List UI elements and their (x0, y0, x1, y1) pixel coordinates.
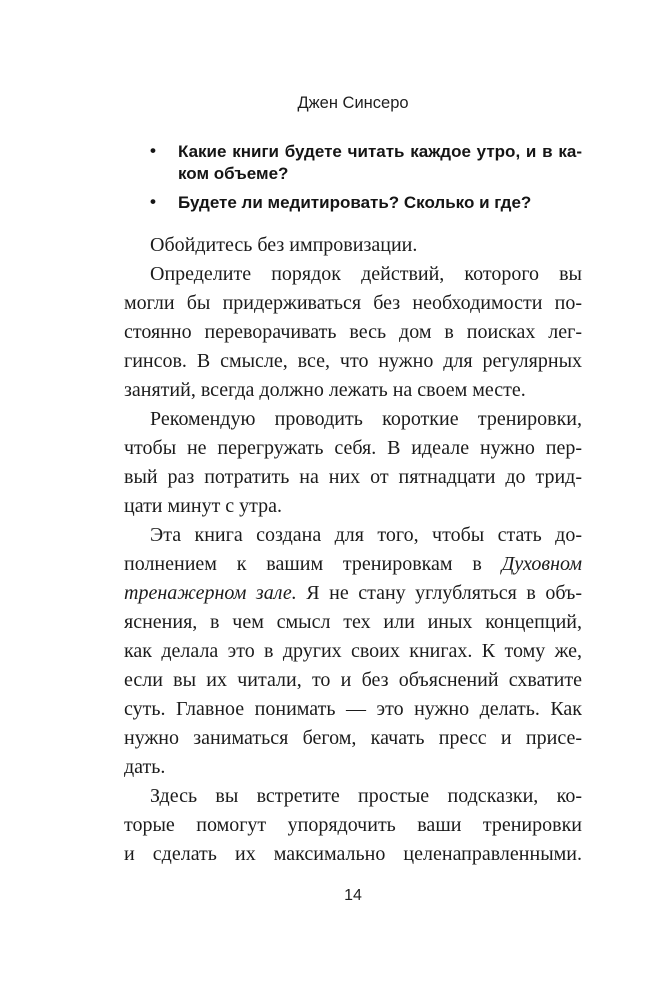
text-line (124, 579, 582, 608)
text-segment: цати минут с утра. (124, 495, 283, 517)
text-line (124, 550, 582, 579)
text-segment: как делала это в других своих книгах. К тому же, (124, 640, 582, 662)
text-segment: Будете ли медитировать? Сколько и где? (178, 193, 532, 212)
text-segment: Обойдитесь без импровизации. (150, 234, 418, 256)
text-line (124, 260, 582, 289)
text-segment: полнением к вашим тренировкам в (124, 553, 502, 575)
text-segment: и сделать их максимально целенаправленными. (124, 843, 582, 865)
paragraph (124, 405, 582, 521)
paragraph (124, 260, 582, 405)
page-number: 14 (344, 887, 362, 904)
paragraph (124, 231, 582, 260)
text-segment: нужно заниматься бегом, качать пресс и присе- (124, 727, 582, 749)
text-segment: Я не стану углубляться в объ- (296, 582, 583, 604)
text-line (124, 521, 582, 550)
text-segment: ком объеме? (178, 164, 289, 183)
text-segment: стоянно переворачивать весь дом в поисках лег- (124, 321, 582, 343)
italic-text: Духовном (501, 553, 582, 575)
text-line (124, 231, 582, 260)
bullet-list (124, 141, 582, 221)
text-line (124, 405, 582, 434)
text-segment: яснения, в чем смысл тех или иных концепций, (124, 611, 582, 633)
text-segment: занятий, всегда должно лежать на своем месте. (124, 379, 526, 401)
text-line (124, 782, 582, 811)
text-segment: могли бы придерживаться без необходимости по- (124, 292, 582, 314)
text-segment: дать. (124, 756, 166, 778)
bullet-list-item (124, 192, 582, 214)
text-segment: Здесь вы встретите простые подсказки, ко- (150, 785, 582, 807)
bullet-list-item (124, 141, 582, 185)
text-segment: вый раз потратить на них от пятнадцати до трид- (124, 466, 582, 488)
text-line (178, 163, 582, 185)
text-line (124, 811, 582, 840)
text-segment: чтобы не перегружать себя. В идеале нужно пер- (124, 437, 582, 459)
paragraph (124, 521, 582, 782)
text-line (124, 637, 582, 666)
text-segment: торые помогут упорядочить ваши тренировки (124, 814, 582, 836)
text-line (124, 695, 582, 724)
text-segment: суть. Главное понимать — это нужно делать. Как (124, 698, 582, 720)
text-line (124, 840, 582, 869)
text-line (124, 492, 582, 521)
text-line (124, 434, 582, 463)
text-segment: если вы их читали, то и без объяснений схватите (124, 669, 582, 691)
text-line (124, 724, 582, 753)
text-segment: Эта книга создана для того, чтобы стать до- (150, 524, 582, 546)
text-segment: Рекомендую проводить короткие тренировки, (150, 408, 582, 430)
text-line (124, 318, 582, 347)
text-segment: Какие книги будете читать каждое утро, и в ка- (178, 142, 582, 161)
running-header: Джен Синсеро (297, 94, 409, 112)
paragraph (124, 782, 582, 869)
bullet-icon: • (150, 141, 156, 160)
text-segment: гинсов. В смысле, все, что нужно для регулярных (124, 350, 582, 372)
text-line (178, 141, 582, 163)
text-segment: Определите порядок действий, которого вы (150, 263, 582, 285)
text-line (124, 376, 582, 405)
bullet-icon: • (150, 192, 156, 211)
text-line (124, 666, 582, 695)
text-line (124, 753, 582, 782)
text-line (124, 289, 582, 318)
text-line (124, 463, 582, 492)
italic-text: тренажерном зале. (124, 582, 297, 604)
text-line (178, 192, 582, 214)
body-text (124, 231, 582, 869)
text-line (124, 347, 582, 376)
text-line (124, 608, 582, 637)
